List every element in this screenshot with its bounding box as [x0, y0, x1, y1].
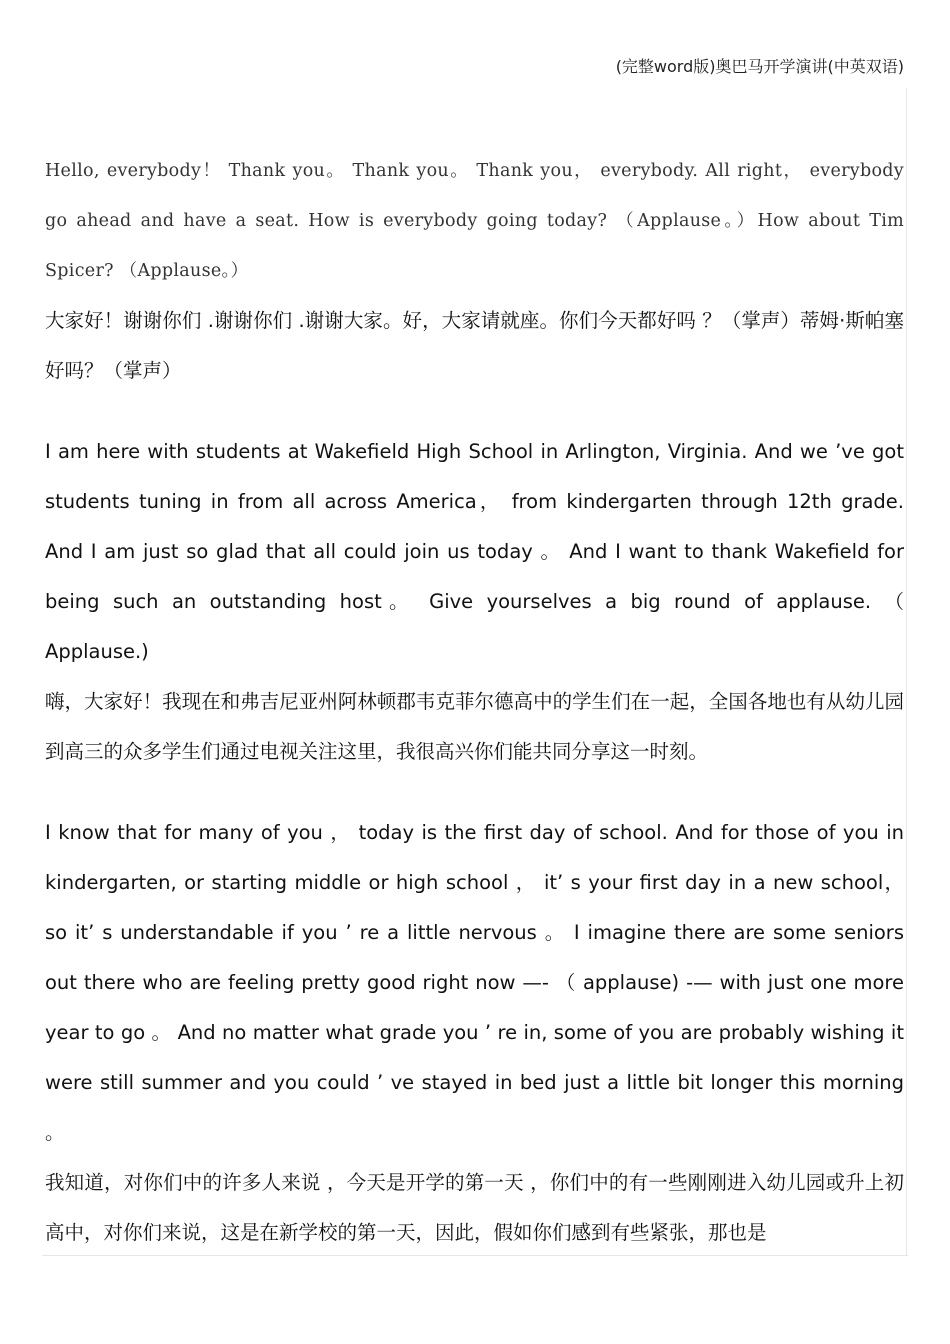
paragraph-zh-greeting: 大家好！谢谢你们 .谢谢你们 .谢谢大家。好，大家请就座。你们今天都好吗 ？（掌声）蒂姆·斯帕塞好吗？（掌声）	[45, 309, 904, 382]
paragraph-zh-first-day: 我知道，对你们中的许多人来说 ，今天是开学的第一天 ，你们中的有一些刚刚进入幼儿园或升上初高中，对你们来说，这是在新学校的第一天，因此，假如你们感到有些紧张，那也是	[45, 1171, 904, 1244]
paragraph-en-first-day: I know that for many of you ， today is the first day of school. And for those of you in kindergarten, or starting middle or high school ， it’ s your first day in a new school， so it’ s understandable if you ’ re a little nervous 。 I imagine there are some seniors out there who are feeling pretty good right now —- （ applause) -— with just one more year to go 。 And no matter what grade you ’ re in, some of you are probably wishing it were still summer and you could ’ ve stayed in bed just a little bit longer this morning 。	[45, 821, 904, 1144]
document-header: (完整word版)奥巴马开学演讲(中英双语)	[615, 57, 904, 76]
paragraph-zh-wakefield: 嗨，大家好！我现在和弗吉尼亚州阿林顿郡韦克菲尔德高中的学生们在一起，全国各地也有从幼儿园到高三的众多学生们通过电视关注这里，我很高兴你们能共同分享这一时刻。	[45, 690, 904, 763]
paragraph-en-wakefield: I am here with students at Wakefield High School in Arlington, Virginia. And we ’ve got students tuning in from all across America， from kindergarten through 12th grade. And I am just so glad that all could join us today 。 And I want to thank Wakefield for being such an outstanding host。 Give yourselves a big round of applause. （ Applause.)	[45, 440, 904, 663]
paragraph-gap	[45, 777, 904, 808]
document-body	[45, 146, 904, 1258]
page-border-right	[906, 88, 907, 1256]
paragraph-en-greeting: Hello, everybody！ Thank you。 Thank you。 Thank you， everybody. All right， everybody go ahead and have a seat. How is everybody going today? （Applause。）How about Tim Spicer? （Applause。）	[45, 161, 904, 281]
paragraph-gap	[45, 396, 904, 427]
